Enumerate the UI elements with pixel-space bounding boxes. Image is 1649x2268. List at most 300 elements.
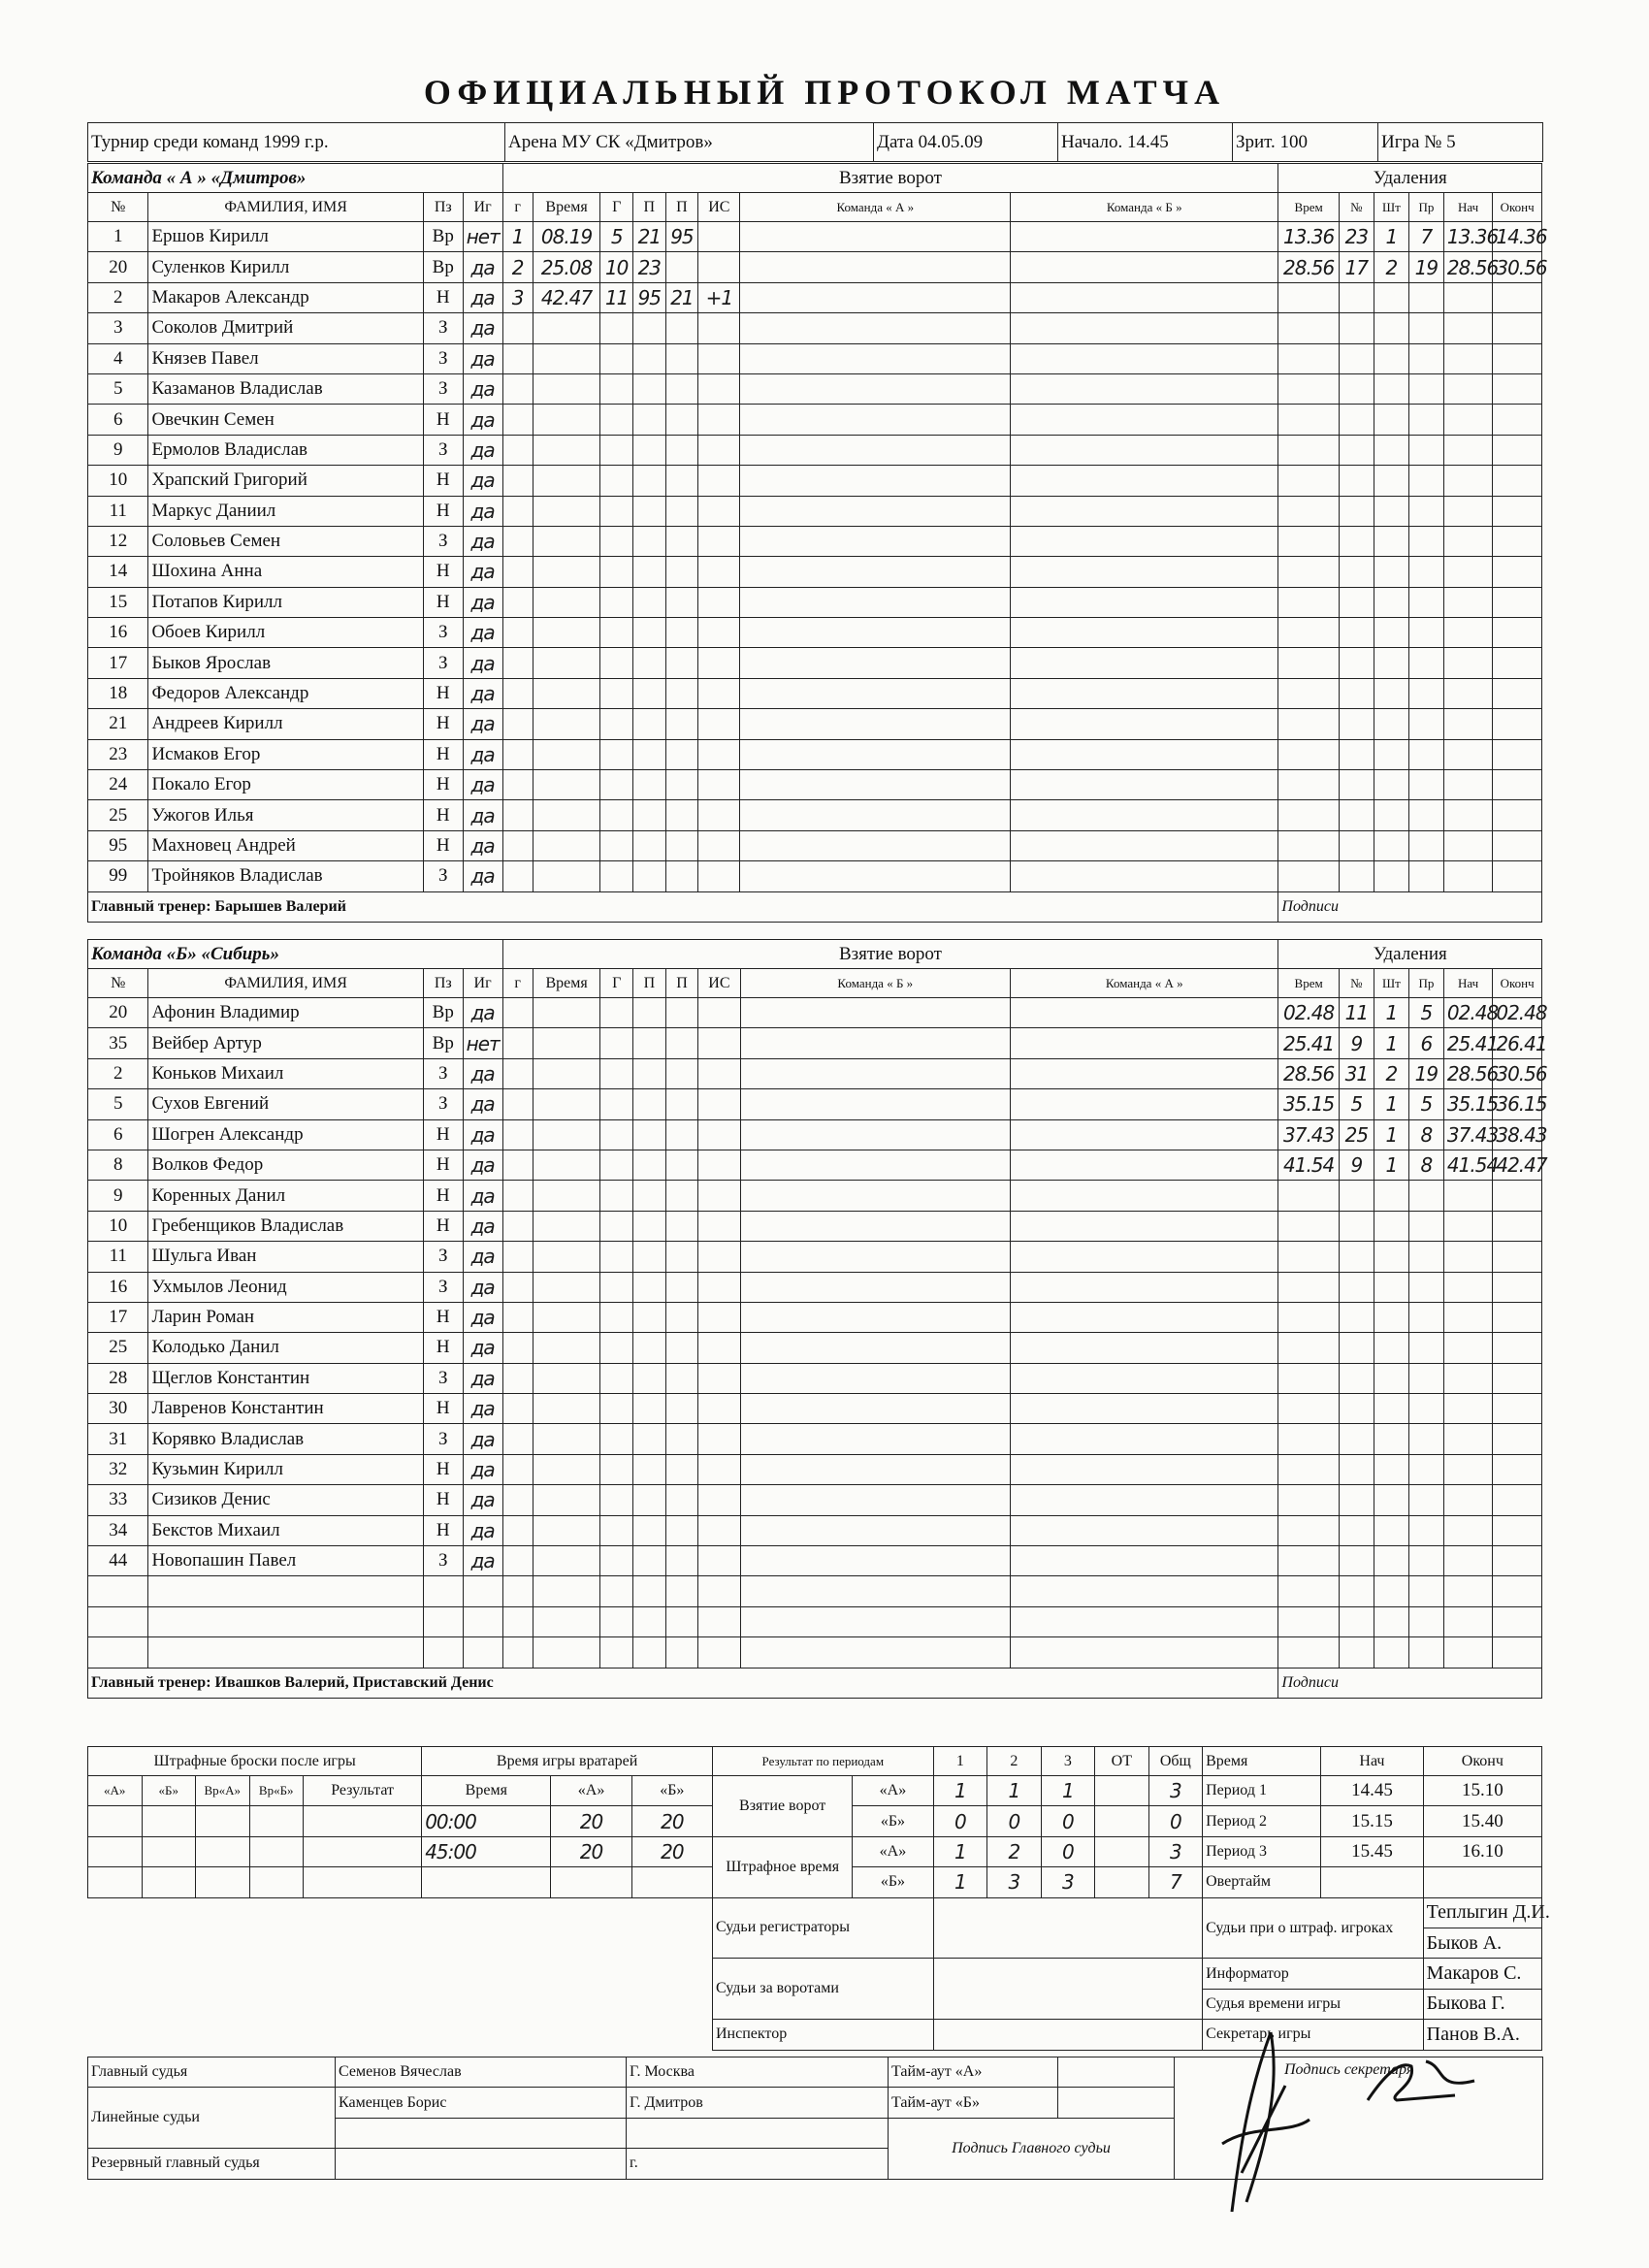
goal-is	[698, 618, 740, 648]
penalty-time	[1278, 1272, 1339, 1302]
col-goal-num-header: г	[502, 193, 533, 222]
goal-g	[600, 466, 633, 496]
player-number: 12	[88, 526, 148, 556]
goal-is	[698, 830, 740, 860]
goal-p1: 95	[633, 282, 666, 312]
player-number	[88, 1637, 148, 1668]
player-played: да	[463, 496, 502, 526]
player-name: Соловьев Семен	[148, 526, 423, 556]
penalty-end	[1493, 618, 1542, 648]
secretary-name: Панов В.А.	[1423, 2020, 1541, 2050]
penalty-min	[1374, 373, 1408, 404]
player-number: 11	[88, 1242, 148, 1272]
col-pen-min-header: Шт	[1374, 193, 1408, 222]
goal-g	[502, 648, 533, 678]
penalty-num	[1339, 1515, 1374, 1545]
goal-g	[600, 1028, 633, 1058]
penalty-end	[1493, 648, 1542, 678]
goal-p2	[665, 1028, 698, 1058]
goal-g	[502, 830, 533, 860]
goal-p1	[633, 1211, 666, 1241]
goal-g	[600, 1637, 633, 1668]
col-pen-end-header: Оконч	[1493, 969, 1542, 998]
periods-goals-b-total: 0	[1148, 1806, 1203, 1836]
player-name: Федоров Александр	[148, 678, 423, 708]
player-played: да	[463, 618, 502, 648]
penalty-end	[1493, 405, 1542, 435]
penalty-reason	[1408, 618, 1443, 648]
penalty-reason	[1408, 800, 1443, 830]
penalty-reason	[1408, 526, 1443, 556]
grid-team-1	[740, 678, 1011, 708]
penalty-time: 25.41	[1278, 1028, 1339, 1058]
player-played: да	[463, 1272, 502, 1302]
goal-g	[600, 1119, 633, 1150]
goal-time	[533, 1394, 600, 1424]
goal-g	[502, 998, 533, 1028]
player-number: 2	[88, 1058, 148, 1088]
player-number: 2	[88, 282, 148, 312]
penalty-end	[1493, 1576, 1542, 1606]
goal-p2	[665, 739, 698, 769]
grid-team-1	[740, 1333, 1011, 1363]
period-times-start-header: Нач	[1321, 1747, 1423, 1776]
player-row	[88, 678, 1542, 708]
penalty-num	[1339, 1637, 1374, 1668]
goal-p1	[633, 496, 666, 526]
player-row	[88, 1363, 1542, 1393]
player-number	[88, 1576, 148, 1606]
penalty-num	[1339, 1272, 1374, 1302]
goal-time	[533, 1089, 600, 1119]
penalty-min	[1374, 800, 1408, 830]
goal-p1	[633, 373, 666, 404]
goal-g	[502, 1576, 533, 1606]
goal-is	[698, 739, 740, 769]
periods-title: Результат по периодам	[712, 1747, 933, 1776]
grid-team-2	[1011, 1058, 1278, 1088]
goal-p1	[633, 1181, 666, 1211]
player-number: 9	[88, 1181, 148, 1211]
player-row	[88, 313, 1542, 343]
penalty-num	[1339, 1454, 1374, 1484]
shootout-result-label: Результат	[304, 1776, 422, 1806]
player-name: Князев Павел	[148, 343, 423, 373]
col-pen-num-header: №	[1339, 193, 1374, 222]
penalty-time	[1278, 861, 1339, 891]
player-position: З	[423, 526, 463, 556]
penalty-end: 36.15	[1493, 1089, 1542, 1119]
goal-p1	[633, 1119, 666, 1150]
goal-is	[698, 496, 740, 526]
col-pen-start-header: Нач	[1443, 969, 1492, 998]
periods-pim-b-1: 1	[933, 1867, 987, 1897]
goal-time	[533, 739, 600, 769]
penalty-end	[1493, 1242, 1542, 1272]
grid-team-1	[740, 1181, 1011, 1211]
grid-team-2	[1011, 1333, 1278, 1363]
player-position: З	[423, 648, 463, 678]
penalty-time	[1278, 313, 1339, 343]
period-3-start: 15.45	[1321, 1836, 1423, 1866]
overtime-start	[1321, 1867, 1423, 1897]
penalty-reason	[1408, 1576, 1443, 1606]
col-is-header: ИС	[698, 969, 740, 998]
grid-team-2	[1011, 373, 1278, 404]
player-position: З	[423, 1089, 463, 1119]
penalty-end	[1493, 587, 1542, 617]
penalty-end: 02.48	[1493, 998, 1542, 1028]
goal-time	[533, 313, 600, 343]
player-played: да	[463, 373, 502, 404]
player-row	[88, 435, 1542, 465]
team_b-penalties-header: Удаления	[1278, 940, 1542, 969]
penalty-reason	[1408, 313, 1443, 343]
goal-is	[698, 1181, 740, 1211]
grid-team-2	[1011, 861, 1278, 891]
penalty-end	[1493, 800, 1542, 830]
penalty-reason	[1408, 1394, 1443, 1424]
goal-p2	[665, 1089, 698, 1119]
grid-team-1	[740, 709, 1011, 739]
penalty-reason	[1408, 343, 1443, 373]
penalty-start	[1443, 466, 1492, 496]
player-row	[88, 1272, 1542, 1302]
player-name: Тройняков Владислав	[148, 861, 423, 891]
goal-is	[698, 861, 740, 891]
penalty-end	[1493, 678, 1542, 708]
player-name: Макаров Александр	[148, 282, 423, 312]
penalty-num	[1339, 557, 1374, 587]
grid-team-2	[1011, 1211, 1278, 1241]
player-played: да	[463, 1089, 502, 1119]
player-name: Шульга Иван	[148, 1242, 423, 1272]
penalty-num: 31	[1339, 1058, 1374, 1088]
penalty-num	[1339, 343, 1374, 373]
player-number: 10	[88, 466, 148, 496]
goal-is	[698, 1150, 740, 1180]
reserve-referee-label: Резервный главный судья	[88, 2149, 336, 2179]
penalty-end: 14.36	[1493, 222, 1542, 252]
player-name: Коренных Данил	[148, 1181, 423, 1211]
player-row	[88, 998, 1542, 1028]
goal-g	[600, 587, 633, 617]
grid-team-2	[1011, 252, 1278, 282]
player-name: Щеглов Константин	[148, 1363, 423, 1393]
goal-p2	[665, 373, 698, 404]
goal-time	[533, 435, 600, 465]
grid-team-2	[1011, 496, 1278, 526]
player-number: 24	[88, 770, 148, 800]
penalty-end	[1493, 830, 1542, 860]
penalty-reason	[1408, 1515, 1443, 1545]
player-name: Афонин Владимир	[148, 998, 423, 1028]
penalty-reason	[1408, 739, 1443, 769]
goal-g	[502, 1515, 533, 1545]
goal-is	[698, 770, 740, 800]
team-a-table	[87, 163, 1547, 923]
player-row	[88, 343, 1542, 373]
player-played: да	[463, 1454, 502, 1484]
penalty-start	[1443, 1515, 1492, 1545]
goal-p1	[633, 648, 666, 678]
penalty-start	[1443, 1454, 1492, 1484]
goal-is	[698, 557, 740, 587]
penalty-num	[1339, 1363, 1374, 1393]
player-position: Н	[423, 1211, 463, 1241]
penalty-start	[1443, 496, 1492, 526]
penalty-end: 38.43	[1493, 1119, 1542, 1150]
goal-time	[533, 466, 600, 496]
player-number: 35	[88, 1028, 148, 1058]
penalty-end	[1493, 1454, 1542, 1484]
goal-is	[698, 1546, 740, 1576]
penalty-num	[1339, 587, 1374, 617]
player-position: Н	[423, 466, 463, 496]
goal-p2	[665, 1546, 698, 1576]
goal-p2	[665, 466, 698, 496]
penalty-reason: 8	[1408, 1119, 1443, 1150]
penalty-start	[1443, 1272, 1492, 1302]
player-name: Шогрен Александр	[148, 1119, 423, 1150]
player-row	[88, 800, 1542, 830]
goalie-time-col-time: Время	[422, 1776, 551, 1806]
player-number: 23	[88, 739, 148, 769]
goal-p1	[633, 1028, 666, 1058]
grid-team-2	[1011, 770, 1278, 800]
goal-is	[698, 313, 740, 343]
goal-time	[533, 496, 600, 526]
goal-is	[698, 1515, 740, 1545]
player-name: Обоев Кирилл	[148, 618, 423, 648]
penalty-start	[1443, 1485, 1492, 1515]
penalty-time	[1278, 466, 1339, 496]
goal-is	[698, 1272, 740, 1302]
goal-is	[698, 343, 740, 373]
goalie-time-row-2-a: 20	[551, 1836, 631, 1866]
player-name: Шохина Анна	[148, 557, 423, 587]
goal-p2: 21	[665, 282, 698, 312]
player-played: да	[463, 557, 502, 587]
penalty-reason	[1408, 1242, 1443, 1272]
player-played: да	[463, 770, 502, 800]
goal-g	[600, 526, 633, 556]
goal-p2	[665, 405, 698, 435]
goal-g	[600, 1363, 633, 1393]
penalty-start	[1443, 313, 1492, 343]
player-position: Вр	[423, 1028, 463, 1058]
penalty-min	[1374, 830, 1408, 860]
grid-team-1	[740, 496, 1011, 526]
player-row	[88, 1606, 1542, 1636]
player-row	[88, 1576, 1542, 1606]
player-position: Вр	[423, 252, 463, 282]
penalty-reason	[1408, 1454, 1443, 1484]
penalty-start	[1443, 618, 1492, 648]
goal-p2	[665, 526, 698, 556]
player-played: да	[463, 648, 502, 678]
player-name: Коньков Михаил	[148, 1058, 423, 1088]
grid-team-2	[1011, 1119, 1278, 1150]
goal-g	[600, 343, 633, 373]
goal-g	[502, 587, 533, 617]
period-col-total: Общ	[1148, 1747, 1203, 1776]
player-played	[463, 1576, 502, 1606]
player-played: да	[463, 1242, 502, 1272]
penalty-time	[1278, 1211, 1339, 1241]
goalie-time-row-2-b: 20	[631, 1836, 712, 1866]
goal-is	[698, 405, 740, 435]
player-position: Н	[423, 1119, 463, 1150]
grid-team-1	[740, 587, 1011, 617]
periods-goals-b-label: «Б»	[853, 1806, 933, 1836]
goal-p2	[665, 435, 698, 465]
penalty-time	[1278, 1363, 1339, 1393]
goal-p1	[633, 405, 666, 435]
player-number: 44	[88, 1546, 148, 1576]
goal-is	[698, 466, 740, 496]
player-played: да	[463, 343, 502, 373]
penalty-time	[1278, 1515, 1339, 1545]
goalie-time-title: Время игры вратарей	[422, 1747, 713, 1776]
goal-time	[533, 1454, 600, 1484]
player-played: да	[463, 830, 502, 860]
timekeeper-label: Судья времени игры	[1203, 1989, 1424, 2019]
grid-team-2	[1011, 830, 1278, 860]
player-number: 1	[88, 222, 148, 252]
penalty-num	[1339, 709, 1374, 739]
penalty-num	[1339, 1302, 1374, 1332]
goal-time	[533, 998, 600, 1028]
penalty-reason	[1408, 1363, 1443, 1393]
shootout-title: Штрафные броски после игры	[88, 1747, 422, 1776]
period-3-label: Период 3	[1203, 1836, 1321, 1866]
penalty-end	[1493, 709, 1542, 739]
player-row	[88, 709, 1542, 739]
grid-team-2	[1011, 1302, 1278, 1332]
period-1-label: Период 1	[1203, 1776, 1321, 1806]
goal-p2	[665, 678, 698, 708]
penalty-start	[1443, 435, 1492, 465]
grid-team-1	[740, 800, 1011, 830]
informer-name: Макаров С.	[1423, 1959, 1541, 1989]
period-1-end: 15.10	[1423, 1776, 1541, 1806]
secretary-signature	[1358, 2052, 1484, 2110]
goal-is	[698, 252, 740, 282]
goal-is	[698, 1637, 740, 1668]
player-played: да	[463, 1515, 502, 1545]
grid-team-2	[1011, 1363, 1278, 1393]
goal-g: 1	[502, 222, 533, 252]
goal-p2	[665, 1242, 698, 1272]
player-position: З	[423, 1058, 463, 1088]
player-number: 17	[88, 1302, 148, 1332]
penalty-num: 9	[1339, 1028, 1374, 1058]
goal-g	[600, 1576, 633, 1606]
player-position: Н	[423, 282, 463, 312]
penalty-start	[1443, 343, 1492, 373]
goal-g	[502, 1424, 533, 1454]
goal-p1	[633, 830, 666, 860]
penalty-end	[1493, 1333, 1542, 1363]
goal-is	[698, 800, 740, 830]
player-name	[148, 1576, 423, 1606]
player-name: Исмаков Егор	[148, 739, 423, 769]
goal-time	[533, 1363, 600, 1393]
team_a-name: Команда « А » «Дмитров»	[88, 164, 503, 193]
goalie-time-row-1-a: 20	[551, 1806, 631, 1836]
penalty-start	[1443, 1546, 1492, 1576]
col-goal-num-header: г	[502, 969, 533, 998]
player-played: нет	[463, 1028, 502, 1058]
player-number: 25	[88, 800, 148, 830]
player-name: Бекстов Михаил	[148, 1515, 423, 1545]
player-number: 5	[88, 1089, 148, 1119]
penalty-num	[1339, 466, 1374, 496]
period-col-2: 2	[987, 1747, 1042, 1776]
penalty-time: 13.36	[1278, 222, 1339, 252]
player-number: 4	[88, 343, 148, 373]
goal-g	[502, 1394, 533, 1424]
penalty-end	[1493, 1302, 1542, 1332]
goal-g	[502, 1546, 533, 1576]
penalty-min	[1374, 1302, 1408, 1332]
penalty-end	[1493, 496, 1542, 526]
grid-team-2	[1011, 222, 1278, 252]
spectators-info: Зрит. 100	[1233, 123, 1378, 162]
penalty-reason	[1408, 466, 1443, 496]
periods-pim-a-1: 1	[933, 1836, 987, 1866]
goal-g	[600, 1485, 633, 1515]
player-row	[88, 526, 1542, 556]
goal-p1	[633, 770, 666, 800]
penalty-reason: 6	[1408, 1028, 1443, 1058]
goal-time: 42.47	[533, 282, 600, 312]
grid-team-1	[740, 343, 1011, 373]
penalty-start	[1443, 1181, 1492, 1211]
goal-g	[502, 618, 533, 648]
player-row	[88, 830, 1542, 860]
penalty-reason	[1408, 1302, 1443, 1332]
goal-p2	[665, 770, 698, 800]
grid-team-1	[740, 1394, 1011, 1424]
player-number: 25	[88, 1333, 148, 1363]
periods-pim-b-ot	[1095, 1867, 1149, 1897]
goal-g	[600, 678, 633, 708]
goal-g	[600, 1606, 633, 1636]
match-info-row	[87, 122, 1543, 162]
penalty-min	[1374, 1424, 1408, 1454]
periods-goals-b-2: 0	[987, 1806, 1042, 1836]
goal-p1	[633, 1576, 666, 1606]
penalty-start: 28.56	[1443, 1058, 1492, 1088]
penalty-end	[1493, 313, 1542, 343]
penalty-start	[1443, 557, 1492, 587]
player-name: Суленков Кирилл	[148, 252, 423, 282]
penalty-end	[1493, 557, 1542, 587]
penalty-num	[1339, 373, 1374, 404]
goal-g	[502, 1150, 533, 1180]
registrar-judges-label: Судьи регистраторы	[712, 1897, 933, 1959]
col-pen-reason-header: Пр	[1408, 969, 1443, 998]
player-number: 15	[88, 587, 148, 617]
penalty-min: 2	[1374, 1058, 1408, 1088]
penalty-start	[1443, 587, 1492, 617]
player-name: Гребенщиков Владислав	[148, 1211, 423, 1241]
player-name	[148, 1606, 423, 1636]
period-col-ot: ОТ	[1095, 1747, 1149, 1776]
goal-is	[698, 435, 740, 465]
